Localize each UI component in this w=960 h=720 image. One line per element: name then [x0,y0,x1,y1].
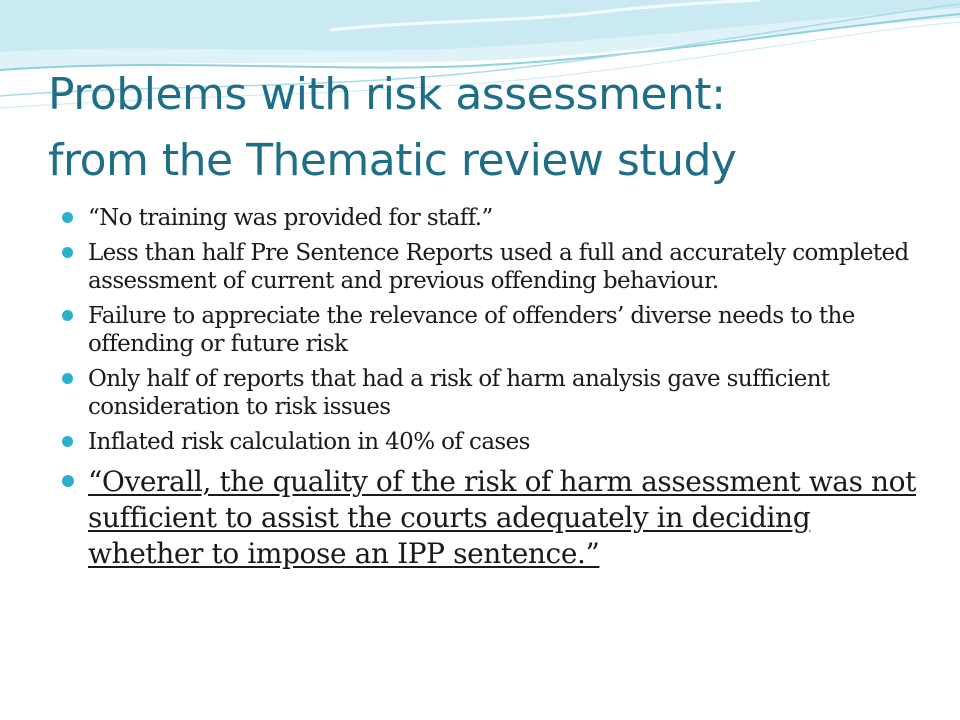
bullet-item [62,428,922,456]
bullet-text: Failure to appreciate the relevance of offenders’ diverse needs to the offending or future risk [88,303,855,357]
bullet-item [62,302,922,358]
bullet-item [62,239,922,295]
bullet-item [62,365,922,421]
bullet-text-quote: “Overall, the quality of the risk of harm assessment was not sufficient to assist the courts adequately in deciding whether to impose an IPP sentence.” [88,465,916,570]
bullet-text: Less than half Pre Sentence Reports used a full and accurately completed assessment of current and previous offending behaviour. [88,240,909,294]
title-line-1: Problems with risk assessment: [48,69,726,120]
bullet-dot-icon [62,212,73,223]
bullet-list [62,204,922,579]
bullet-dot-icon [62,475,74,487]
bullet-text: Inflated risk calculation in 40% of cases [88,429,530,455]
bullet-item-quote [62,464,922,572]
bullet-dot-icon [62,373,73,384]
title-line-2: from the Thematic review study [48,135,737,186]
bullet-dot-icon [62,436,73,447]
bullet-dot-icon [62,310,73,321]
bullet-item [62,204,922,232]
bullet-text: Only half of reports that had a risk of harm analysis gave sufficient consideration to risk issues [88,366,830,420]
bullet-dot-icon [62,247,73,258]
bullet-text: “No training was provided for staff.” [88,205,493,231]
slide-title [48,62,928,194]
